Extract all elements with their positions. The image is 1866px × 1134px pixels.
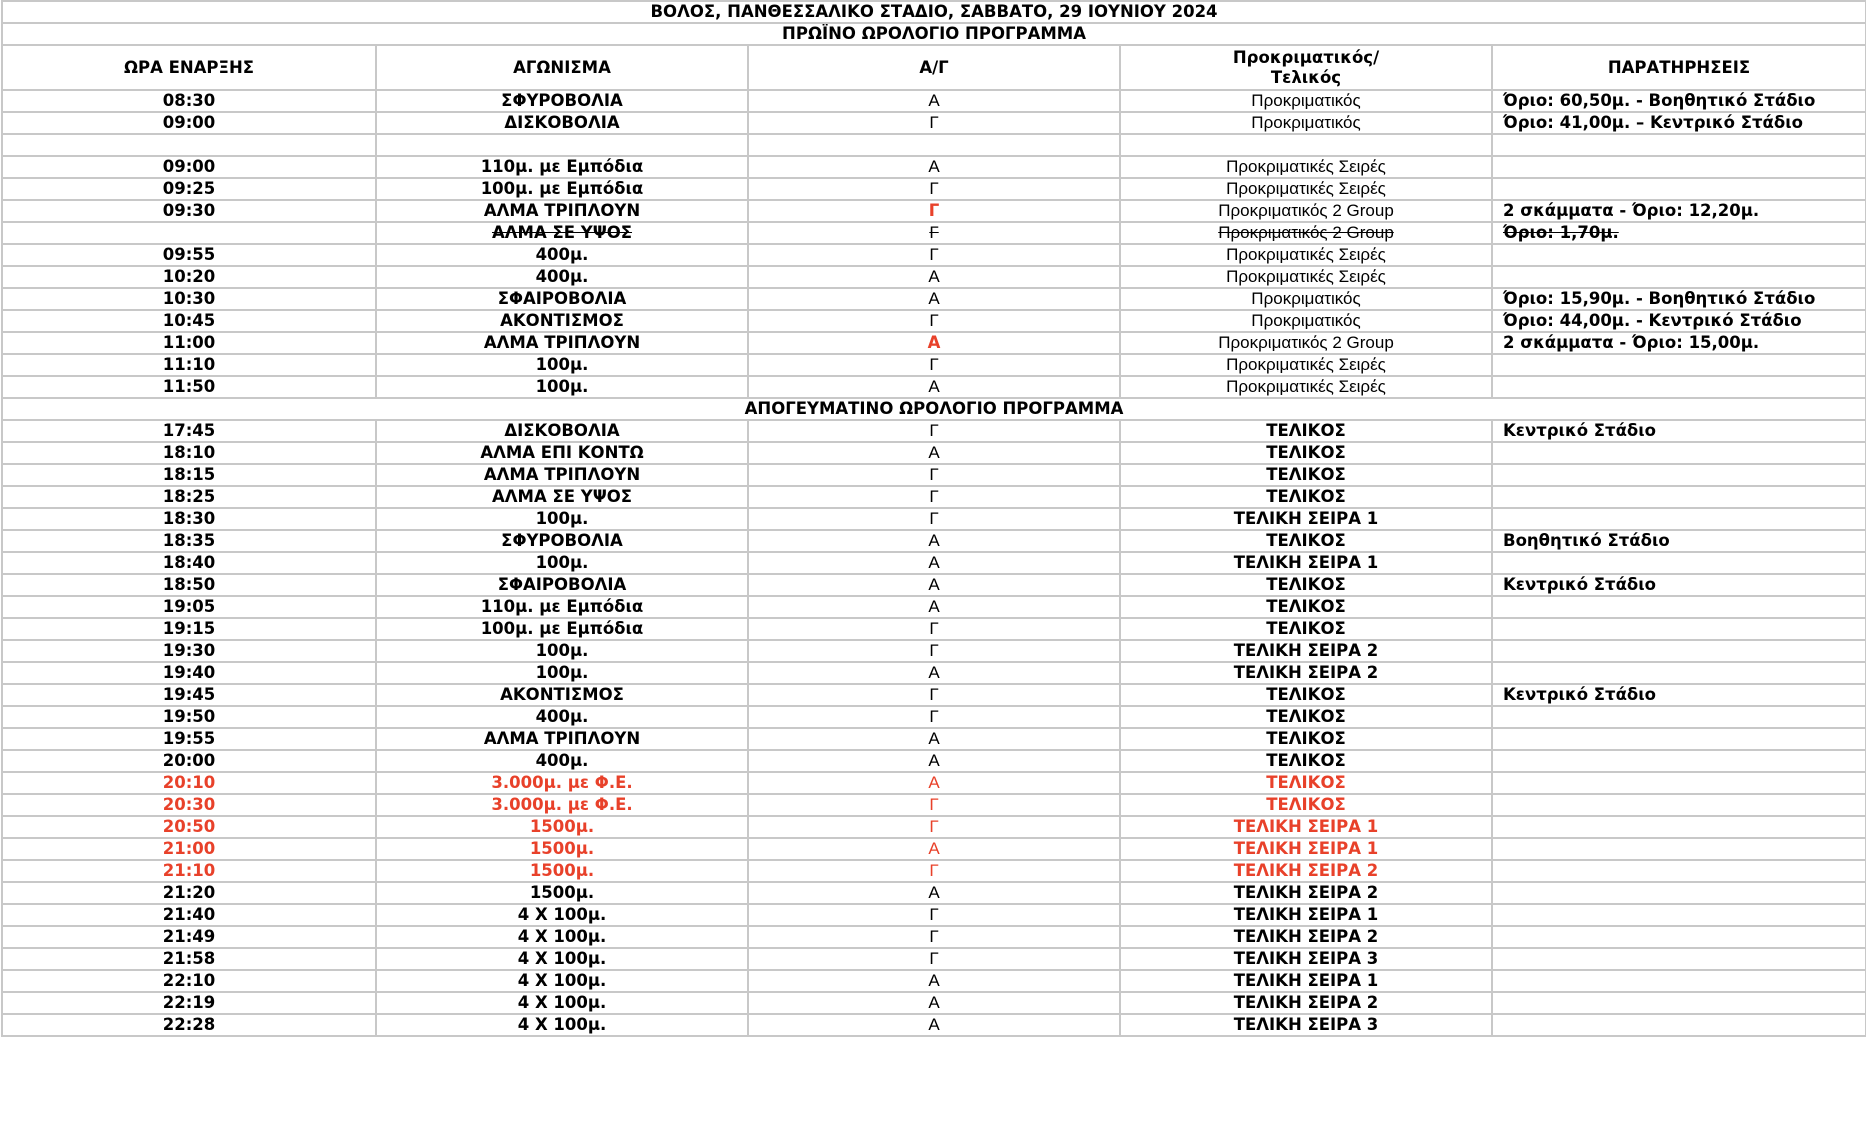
title-row	[2, 1, 1866, 23]
event-cell: ΔΙΣΚΟΒΟΛΙΑ	[376, 112, 748, 134]
round-cell: Προκριματικές Σειρές	[1120, 244, 1492, 266]
event-cell: 1500μ.	[376, 860, 748, 882]
gender-cell: Γ	[748, 706, 1120, 728]
schedule-row	[2, 618, 1866, 640]
notes-cell: Όριο: 1,70μ.	[1492, 222, 1866, 244]
round-cell: ΤΕΛΙΚΟΣ	[1120, 486, 1492, 508]
gender-cell: Γ	[748, 178, 1120, 200]
gender-cell: Α	[748, 882, 1120, 904]
schedule-row	[2, 794, 1866, 816]
event-cell: 400μ.	[376, 750, 748, 772]
notes-cell	[1492, 508, 1866, 530]
gender-cell: Α	[748, 266, 1120, 288]
schedule-row	[2, 354, 1866, 376]
notes-cell	[1492, 354, 1866, 376]
event-cell: 3.000μ. με Φ.Ε.	[376, 772, 748, 794]
round-cell: ΤΕΛΙΚΗ ΣΕΙΡΑ 2	[1120, 640, 1492, 662]
schedule-row	[2, 684, 1866, 706]
notes-cell	[1492, 640, 1866, 662]
event-cell: ΣΦΥΡΟΒΟΛΙΑ	[376, 90, 748, 112]
event-cell: ΑΛΜΑ ΤΡΙΠΛΟΥΝ	[376, 728, 748, 750]
gender-cell: Γ	[748, 816, 1120, 838]
header-notes: ΠΑΡΑΤΗΡΗΣΕΙΣ	[1492, 45, 1866, 90]
schedule-row	[2, 178, 1866, 200]
time-cell: 22:19	[2, 992, 376, 1014]
notes-cell	[1492, 376, 1866, 398]
schedule-row	[2, 530, 1866, 552]
time-cell: 20:50	[2, 816, 376, 838]
time-cell: 18:50	[2, 574, 376, 596]
schedule-row	[2, 464, 1866, 486]
event-cell: ΔΙΣΚΟΒΟΛΙΑ	[376, 420, 748, 442]
round-cell: ΤΕΛΙΚΗ ΣΕΙΡΑ 1	[1120, 970, 1492, 992]
notes-cell	[1492, 750, 1866, 772]
header-round: Προκριματικός/ Τελικός	[1120, 45, 1492, 90]
notes-cell	[1492, 552, 1866, 574]
schedule-row	[2, 706, 1866, 728]
event-cell: 100μ.	[376, 552, 748, 574]
time-cell: 19:55	[2, 728, 376, 750]
event-cell: ΑΚΟΝΤΙΣΜΟΣ	[376, 310, 748, 332]
gender-cell: Γ	[748, 420, 1120, 442]
gender-cell: Α	[748, 574, 1120, 596]
time-cell: 18:40	[2, 552, 376, 574]
notes-cell	[1492, 178, 1866, 200]
round-cell: ΤΕΛΙΚΗ ΣΕΙΡΑ 2	[1120, 662, 1492, 684]
notes-cell	[1492, 156, 1866, 178]
schedule-row	[2, 838, 1866, 860]
time-cell: 10:30	[2, 288, 376, 310]
event-cell: 100μ.	[376, 354, 748, 376]
round-cell: ΤΕΛΙΚΟΣ	[1120, 442, 1492, 464]
event-cell: ΑΛΜΑ ΤΡΙΠΛΟΥΝ	[376, 464, 748, 486]
schedule-row	[2, 882, 1866, 904]
event-cell: 4 Χ 100μ.	[376, 948, 748, 970]
time-cell: 11:50	[2, 376, 376, 398]
schedule-row	[2, 772, 1866, 794]
notes-cell: Κεντρικό Στάδιο	[1492, 574, 1866, 596]
notes-cell	[1492, 948, 1866, 970]
event-cell: 3.000μ. με Φ.Ε.	[376, 794, 748, 816]
gender-cell: Γ	[748, 640, 1120, 662]
schedule-row	[2, 288, 1866, 310]
event-cell: ΑΛΜΑ ΤΡΙΠΛΟΥΝ	[376, 332, 748, 354]
gender-cell: Α	[748, 1014, 1120, 1036]
notes-cell: Όριο: 60,50μ. - Βοηθητικό Στάδιο	[1492, 90, 1866, 112]
gender-cell: Γ	[748, 354, 1120, 376]
time-cell: 19:50	[2, 706, 376, 728]
empty-cell	[748, 134, 1120, 156]
event-cell: ΣΦΥΡΟΒΟΛΙΑ	[376, 530, 748, 552]
gender-cell: Α	[748, 750, 1120, 772]
time-cell: 17:45	[2, 420, 376, 442]
morning-heading-row	[2, 23, 1866, 45]
notes-cell	[1492, 442, 1866, 464]
schedule-row	[2, 948, 1866, 970]
event-cell: 400μ.	[376, 706, 748, 728]
gender-cell: Γ	[748, 222, 1120, 244]
empty-cell	[1492, 134, 1866, 156]
round-cell: Προκριματικές Σειρές	[1120, 266, 1492, 288]
event-cell: 110μ. με Εμπόδια	[376, 596, 748, 618]
round-cell: ΤΕΛΙΚΗ ΣΕΙΡΑ 2	[1120, 882, 1492, 904]
time-cell: 09:55	[2, 244, 376, 266]
round-cell: ΤΕΛΙΚΟΣ	[1120, 706, 1492, 728]
header-event: ΑΓΩΝΙΣΜΑ	[376, 45, 748, 90]
time-cell: 20:00	[2, 750, 376, 772]
time-cell: 20:30	[2, 794, 376, 816]
event-cell: 110μ. με Εμπόδια	[376, 156, 748, 178]
gender-cell: Γ	[748, 948, 1120, 970]
schedule-row	[2, 310, 1866, 332]
time-cell: 21:20	[2, 882, 376, 904]
notes-cell: Όριο: 41,00μ. – Κεντρικό Στάδιο	[1492, 112, 1866, 134]
gender-cell: Γ	[748, 904, 1120, 926]
notes-cell	[1492, 882, 1866, 904]
schedule-row	[2, 574, 1866, 596]
afternoon-heading-row	[2, 398, 1866, 420]
round-cell: Προκριματικός	[1120, 112, 1492, 134]
notes-cell: Κεντρικό Στάδιο	[1492, 684, 1866, 706]
schedule-table	[1, 0, 1866, 1037]
notes-cell	[1492, 728, 1866, 750]
notes-cell: 2 σκάμματα - Όριο: 12,20μ.	[1492, 200, 1866, 222]
round-cell: ΤΕΛΙΚΟΣ	[1120, 420, 1492, 442]
event-cell: 100μ.	[376, 640, 748, 662]
header-row	[2, 45, 1866, 90]
document-title: ΒΟΛΟΣ, ΠΑΝΘΕΣΣΑΛΙΚΟ ΣΤΑΔΙΟ, ΣΑΒΒΑΤΟ, 29 ΙΟΥΝΙΟΥ 2024	[2, 1, 1866, 23]
round-cell: ΤΕΛΙΚΟΣ	[1120, 530, 1492, 552]
event-cell: 1500μ.	[376, 838, 748, 860]
gender-cell: Α	[748, 376, 1120, 398]
time-cell: 20:10	[2, 772, 376, 794]
round-cell: Προκριματικός 2 Group	[1120, 200, 1492, 222]
time-cell	[2, 222, 376, 244]
event-cell: 4 Χ 100μ.	[376, 926, 748, 948]
gender-cell: Γ	[748, 508, 1120, 530]
schedule-row	[2, 640, 1866, 662]
round-cell: ΤΕΛΙΚΟΣ	[1120, 596, 1492, 618]
notes-cell: 2 σκάμματα - Όριο: 15,00μ.	[1492, 332, 1866, 354]
gender-cell: Α	[748, 332, 1120, 354]
header-gender: Α/Γ	[748, 45, 1120, 90]
notes-cell	[1492, 662, 1866, 684]
time-cell: 09:00	[2, 112, 376, 134]
gender-cell: Γ	[748, 486, 1120, 508]
time-cell: 21:40	[2, 904, 376, 926]
round-cell: ΤΕΛΙΚΟΣ	[1120, 750, 1492, 772]
event-cell: 100μ. με Εμπόδια	[376, 178, 748, 200]
notes-cell: Κεντρικό Στάδιο	[1492, 420, 1866, 442]
time-cell: 09:30	[2, 200, 376, 222]
gender-cell: Γ	[748, 310, 1120, 332]
event-cell: 1500μ.	[376, 816, 748, 838]
gender-cell: Γ	[748, 684, 1120, 706]
time-cell: 11:10	[2, 354, 376, 376]
round-cell: ΤΕΛΙΚΗ ΣΕΙΡΑ 1	[1120, 552, 1492, 574]
time-cell: 22:10	[2, 970, 376, 992]
event-cell: 4 Χ 100μ.	[376, 970, 748, 992]
gender-cell: Α	[748, 772, 1120, 794]
schedule-row	[2, 816, 1866, 838]
gender-cell: Γ	[748, 926, 1120, 948]
round-cell: ΤΕΛΙΚΗ ΣΕΙΡΑ 2	[1120, 992, 1492, 1014]
schedule-row	[2, 926, 1866, 948]
schedule-row	[2, 244, 1866, 266]
notes-cell	[1492, 794, 1866, 816]
notes-cell	[1492, 838, 1866, 860]
round-cell: Προκριματικός	[1120, 90, 1492, 112]
notes-cell	[1492, 970, 1866, 992]
gender-cell: Α	[748, 156, 1120, 178]
schedule-row	[2, 376, 1866, 398]
round-cell: ΤΕΛΙΚΟΣ	[1120, 464, 1492, 486]
time-cell: 19:05	[2, 596, 376, 618]
header-time: ΩΡΑ ΕΝΑΡΞΗΣ	[2, 45, 376, 90]
round-cell: ΤΕΛΙΚΗ ΣΕΙΡΑ 2	[1120, 926, 1492, 948]
morning-heading: ΠΡΩΪΝΟ ΩΡΟΛΟΓΙΟ ΠΡΟΓΡΑΜΜΑ	[2, 23, 1866, 45]
time-cell: 18:25	[2, 486, 376, 508]
notes-cell: Όριο: 15,90μ. - Βοηθητικό Στάδιο	[1492, 288, 1866, 310]
schedule-row	[2, 904, 1866, 926]
schedule-row	[2, 90, 1866, 112]
notes-cell	[1492, 486, 1866, 508]
round-cell: ΤΕΛΙΚΟΣ	[1120, 574, 1492, 596]
event-cell: 100μ.	[376, 662, 748, 684]
time-cell: 21:00	[2, 838, 376, 860]
round-cell: Προκριματικός	[1120, 310, 1492, 332]
event-cell: 100μ.	[376, 376, 748, 398]
blank-row	[2, 134, 1866, 156]
empty-cell	[376, 134, 748, 156]
time-cell: 21:58	[2, 948, 376, 970]
schedule-row	[2, 1014, 1866, 1036]
notes-cell	[1492, 266, 1866, 288]
round-cell: Προκριματικές Σειρές	[1120, 376, 1492, 398]
round-cell: ΤΕΛΙΚΗ ΣΕΙΡΑ 3	[1120, 948, 1492, 970]
round-cell: Προκριματικός 2 Group	[1120, 222, 1492, 244]
time-cell: 19:40	[2, 662, 376, 684]
notes-cell	[1492, 1014, 1866, 1036]
notes-cell	[1492, 926, 1866, 948]
schedule-row	[2, 332, 1866, 354]
gender-cell: Γ	[748, 200, 1120, 222]
time-cell: 09:25	[2, 178, 376, 200]
event-cell: ΑΚΟΝΤΙΣΜΟΣ	[376, 684, 748, 706]
event-cell: ΣΦΑΙΡΟΒΟΛΙΑ	[376, 574, 748, 596]
event-cell: 4 Χ 100μ.	[376, 1014, 748, 1036]
gender-cell: Α	[748, 596, 1120, 618]
schedule-row	[2, 662, 1866, 684]
notes-cell	[1492, 772, 1866, 794]
schedule-row	[2, 156, 1866, 178]
gender-cell: Α	[748, 90, 1120, 112]
round-cell: ΤΕΛΙΚΟΣ	[1120, 684, 1492, 706]
schedule-row	[2, 200, 1866, 222]
schedule-row	[2, 992, 1866, 1014]
afternoon-heading: ΑΠΟΓΕΥΜΑΤΙΝΟ ΩΡΟΛΟΓΙΟ ΠΡΟΓΡΑΜΜΑ	[2, 398, 1866, 420]
round-cell: ΤΕΛΙΚΗ ΣΕΙΡΑ 3	[1120, 1014, 1492, 1036]
notes-cell	[1492, 244, 1866, 266]
schedule-row	[2, 486, 1866, 508]
event-cell: 400μ.	[376, 244, 748, 266]
round-cell: ΤΕΛΙΚΟΣ	[1120, 618, 1492, 640]
time-cell: 18:30	[2, 508, 376, 530]
time-cell: 21:10	[2, 860, 376, 882]
notes-cell: Βοηθητικό Στάδιο	[1492, 530, 1866, 552]
round-cell: Προκριματικός 2 Group	[1120, 332, 1492, 354]
schedule-row	[2, 596, 1866, 618]
gender-cell: Α	[748, 288, 1120, 310]
gender-cell: Α	[748, 662, 1120, 684]
event-cell: ΑΛΜΑ ΣΕ ΥΨΟΣ	[376, 486, 748, 508]
event-cell: 400μ.	[376, 266, 748, 288]
time-cell: 10:45	[2, 310, 376, 332]
gender-cell: Γ	[748, 244, 1120, 266]
event-cell: ΣΦΑΙΡΟΒΟΛΙΑ	[376, 288, 748, 310]
schedule-row	[2, 442, 1866, 464]
gender-cell: Α	[748, 530, 1120, 552]
gender-cell: Α	[748, 552, 1120, 574]
time-cell: 19:30	[2, 640, 376, 662]
notes-cell	[1492, 816, 1866, 838]
gender-cell: Γ	[748, 794, 1120, 816]
gender-cell: Α	[748, 970, 1120, 992]
event-cell: ΑΛΜΑ ΕΠΙ ΚΟΝΤΩ	[376, 442, 748, 464]
gender-cell: Α	[748, 992, 1120, 1014]
gender-cell: Γ	[748, 860, 1120, 882]
empty-cell	[1120, 134, 1492, 156]
notes-cell	[1492, 464, 1866, 486]
notes-cell	[1492, 706, 1866, 728]
time-cell: 10:20	[2, 266, 376, 288]
notes-cell	[1492, 904, 1866, 926]
time-cell: 18:10	[2, 442, 376, 464]
time-cell: 19:45	[2, 684, 376, 706]
schedule-row	[2, 728, 1866, 750]
notes-cell	[1492, 618, 1866, 640]
time-cell: 21:49	[2, 926, 376, 948]
time-cell: 18:35	[2, 530, 376, 552]
schedule-row	[2, 552, 1866, 574]
schedule-row	[2, 266, 1866, 288]
round-cell: ΤΕΛΙΚΗ ΣΕΙΡΑ 1	[1120, 838, 1492, 860]
gender-cell: Γ	[748, 464, 1120, 486]
notes-cell	[1492, 596, 1866, 618]
schedule-row	[2, 222, 1866, 244]
empty-cell	[2, 134, 376, 156]
round-cell: ΤΕΛΙΚΗ ΣΕΙΡΑ 2	[1120, 860, 1492, 882]
event-cell: 4 Χ 100μ.	[376, 904, 748, 926]
round-cell: Προκριματικές Σειρές	[1120, 156, 1492, 178]
gender-cell: Α	[748, 442, 1120, 464]
notes-cell	[1492, 992, 1866, 1014]
event-cell: 1500μ.	[376, 882, 748, 904]
schedule-row	[2, 970, 1866, 992]
event-cell: 100μ. με Εμπόδια	[376, 618, 748, 640]
round-cell: ΤΕΛΙΚΟΣ	[1120, 794, 1492, 816]
schedule-row	[2, 420, 1866, 442]
schedule-row	[2, 860, 1866, 882]
notes-cell	[1492, 860, 1866, 882]
round-cell: ΤΕΛΙΚΗ ΣΕΙΡΑ 1	[1120, 508, 1492, 530]
event-cell: ΑΛΜΑ ΣΕ ΥΨΟΣ	[376, 222, 748, 244]
time-cell: 18:15	[2, 464, 376, 486]
event-cell: 100μ.	[376, 508, 748, 530]
time-cell: 22:28	[2, 1014, 376, 1036]
gender-cell: Γ	[748, 618, 1120, 640]
schedule-row	[2, 508, 1866, 530]
round-cell: Προκριματικές Σειρές	[1120, 178, 1492, 200]
gender-cell: Α	[748, 838, 1120, 860]
time-cell: 19:15	[2, 618, 376, 640]
schedule-row	[2, 112, 1866, 134]
schedule-row	[2, 750, 1866, 772]
time-cell: 11:00	[2, 332, 376, 354]
round-cell: Προκριματικός	[1120, 288, 1492, 310]
time-cell: 08:30	[2, 90, 376, 112]
notes-cell: Όριο: 44,00μ. - Κεντρικό Στάδιο	[1492, 310, 1866, 332]
round-cell: Προκριματικές Σειρές	[1120, 354, 1492, 376]
gender-cell: Γ	[748, 112, 1120, 134]
round-cell: ΤΕΛΙΚΗ ΣΕΙΡΑ 1	[1120, 904, 1492, 926]
time-cell: 09:00	[2, 156, 376, 178]
gender-cell: Α	[748, 728, 1120, 750]
round-cell: ΤΕΛΙΚΗ ΣΕΙΡΑ 1	[1120, 816, 1492, 838]
event-cell: ΑΛΜΑ ΤΡΙΠΛΟΥΝ	[376, 200, 748, 222]
round-cell: ΤΕΛΙΚΟΣ	[1120, 772, 1492, 794]
round-cell: ΤΕΛΙΚΟΣ	[1120, 728, 1492, 750]
event-cell: 4 Χ 100μ.	[376, 992, 748, 1014]
